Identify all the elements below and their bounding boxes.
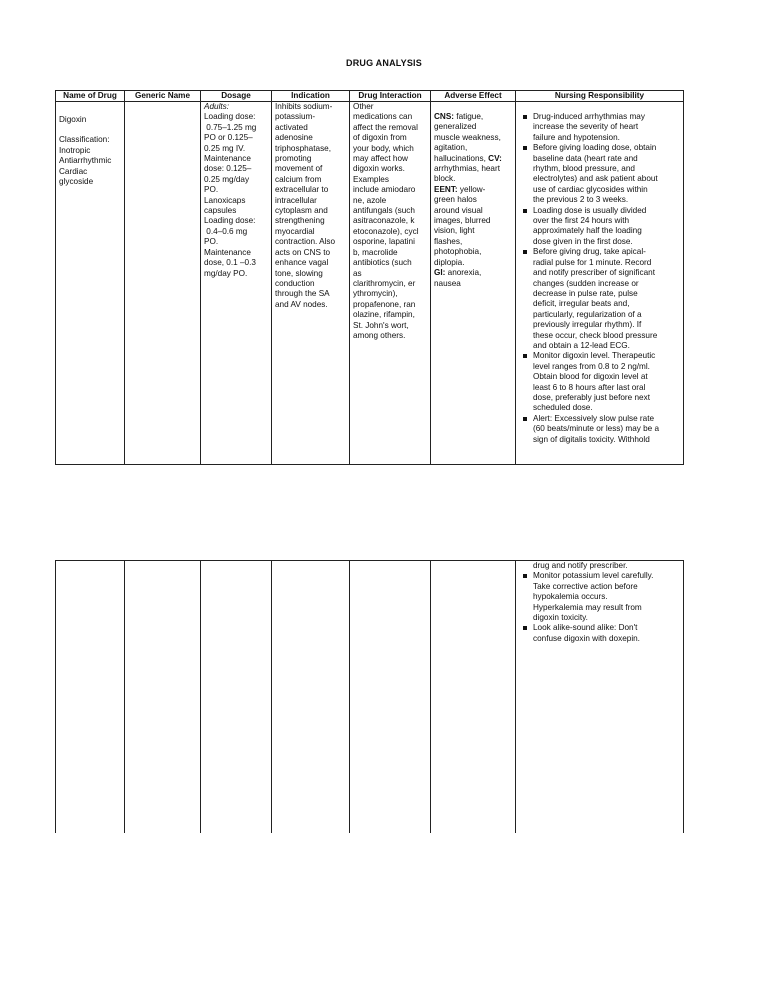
classification-list <box>59 146 121 188</box>
ae-line: around visual <box>434 205 483 215</box>
nursing-line: increase the severity of heart <box>533 122 639 132</box>
indication-line: triphosphatase, <box>275 143 331 153</box>
dosage-line: Loading dose: <box>204 112 256 122</box>
nursing-line: Look alike-sound alike: Don't <box>533 623 638 633</box>
nursing-line: deficit, irregular beats and, <box>533 299 630 309</box>
indication-line: movement of <box>275 164 323 174</box>
ae-line: CNS: fatigue, <box>434 112 484 121</box>
cell-nursing-responsibility-continued <box>516 561 684 834</box>
nursing-line: rhythm, blood pressure, and <box>533 164 635 174</box>
ae-line: diplopia. <box>434 257 465 267</box>
dosage-line: 0.4–0.6 mg <box>204 226 248 236</box>
indication-line: myocardial <box>275 226 315 236</box>
dosage-line: Maintenance <box>204 154 251 164</box>
nursing-line: and obtain a 12-lead ECG. <box>533 340 630 350</box>
nursing-line: level ranges from 0.8 to 2 ng/ml. <box>533 361 650 371</box>
nursing-line: these occur, check blood pressure <box>533 330 658 340</box>
drug-name: Digoxin <box>59 115 87 124</box>
indication-line: adenosine <box>275 133 313 143</box>
nursing-line: over the first 24 hours with <box>533 216 630 226</box>
indication-line: calcium from <box>275 174 322 184</box>
dosage-line: 0.25 mg IV. <box>204 143 246 153</box>
cell-adverse-effect <box>431 102 516 465</box>
interaction-line: b, macrolide <box>353 247 398 257</box>
interaction-line: etoconazole), cycl <box>353 226 419 236</box>
nursing-item <box>533 623 680 644</box>
interaction-line: asitraconazole, k <box>353 216 415 226</box>
classification-item: glycoside <box>59 177 94 187</box>
interaction-line: clarithromycin, er <box>353 278 416 288</box>
ae-cv-label: CV: <box>488 153 502 163</box>
indication-line: and AV nodes. <box>275 299 328 309</box>
nursing-line: Obtain blood for digoxin level at <box>533 372 648 382</box>
nursing-item <box>533 414 680 445</box>
interaction-line: antifungals (such <box>353 206 415 216</box>
interaction-line: your body, which <box>353 143 414 153</box>
nursing-line: radial pulse for 1 minute. Record <box>533 257 652 267</box>
ae-line: muscle weakness, <box>434 132 501 142</box>
classification-item: Antiarrhythmic <box>59 156 112 166</box>
cell-name-of-drug <box>56 102 125 465</box>
interaction-line: ne, azole <box>353 195 387 205</box>
nursing-line: Take corrective action before <box>533 581 638 591</box>
interaction-lines <box>353 102 427 341</box>
dosage-line: PO or 0.125– <box>204 133 253 143</box>
cell-dosage <box>201 102 272 465</box>
ae-line: EENT: yellow- <box>434 184 486 194</box>
ae-line: agitation, <box>434 143 468 153</box>
interaction-line: may affect how <box>353 154 408 164</box>
nursing-line: (60 beats/minute or less) may be a <box>533 424 660 434</box>
nursing-line: decrease in pulse rate, pulse <box>533 288 638 298</box>
nursing-line: approximately half the loading <box>533 226 642 236</box>
nursing-item <box>533 351 680 413</box>
nursing-line: electrolytes) and ask patient about <box>533 174 658 184</box>
header-drug-interaction: Drug Interaction <box>350 91 431 102</box>
table-row <box>56 102 684 465</box>
cell-drug-interaction <box>350 102 431 465</box>
dosage-line: capsules <box>204 206 237 216</box>
nursing-line: digoxin toxicity. <box>533 613 588 623</box>
empty-cell <box>125 561 201 834</box>
interaction-line: as <box>353 268 362 278</box>
nursing-list <box>519 571 680 644</box>
nursing-line: Before giving drug, take apical- <box>533 247 646 257</box>
header-generic-name: Generic Name <box>125 91 201 102</box>
ae-line: GI: anorexia, <box>434 268 482 278</box>
indication-line: potassium- <box>275 112 316 122</box>
nursing-line: confuse digoxin with doxepin. <box>533 633 640 643</box>
empty-cell <box>272 561 350 834</box>
nursing-line: changes (sudden increase or <box>533 278 639 288</box>
nursing-line: dose given in the first dose. <box>533 236 633 246</box>
interaction-line: Examples <box>353 174 389 184</box>
interaction-line: digoxin works. <box>353 164 405 174</box>
nursing-line: failure and hypotension. <box>533 132 620 142</box>
indication-line: strengthening <box>275 216 325 226</box>
ae-line: images, blurred <box>434 216 491 226</box>
header-dosage: Dosage <box>201 91 272 102</box>
nursing-line: Monitor digoxin level. Therapeutic <box>533 351 656 361</box>
nursing-line: sign of digitalis toxicity. Withhold <box>533 434 650 444</box>
nursing-line: particularly, regularization of a <box>533 309 642 319</box>
nursing-item <box>533 206 680 248</box>
dosage-line: Maintenance <box>204 247 251 257</box>
classification-label: Classification: <box>59 135 110 145</box>
ae-line: hallucinations, CV: <box>434 153 502 163</box>
indication-line: through the SA <box>275 289 330 299</box>
ae-line: arrhythmias, heart <box>434 164 500 174</box>
ae-gi-label: GI: <box>434 268 446 278</box>
dosage-header: Adults: <box>204 102 230 111</box>
interaction-line: include amiodaro <box>353 185 416 195</box>
ae-eent-label: EENT: <box>434 184 458 194</box>
dosage-line: 0.75–1.25 mg <box>204 122 257 132</box>
nursing-line: and notify prescriber of significant <box>533 268 655 278</box>
ae-line: flashes, <box>434 236 463 246</box>
indication-line: tone, slowing <box>275 268 323 278</box>
dosage-line: Loading dose: <box>204 216 256 226</box>
empty-cell <box>350 561 431 834</box>
indication-line: acts on CNS to <box>275 247 331 257</box>
ae-line: generalized <box>434 122 477 132</box>
indication-line: activated <box>275 122 308 132</box>
indication-line: cytoplasm and <box>275 206 328 216</box>
ae-line: block. <box>434 174 456 184</box>
nursing-line: baseline data (heart rate and <box>533 153 638 163</box>
empty-cell <box>431 561 516 834</box>
header-name-of-drug: Name of Drug <box>56 91 125 102</box>
classification-item: Cardiac <box>59 166 88 176</box>
nursing-line: hypokalemia occurs. <box>533 592 608 602</box>
interaction-line: among others. <box>353 330 406 340</box>
dosage-line: dose: 0.125– <box>204 164 252 174</box>
nursing-item <box>533 112 680 143</box>
interaction-line: medications can <box>353 112 413 122</box>
interaction-line: olazine, rifampin, <box>353 310 415 320</box>
header-nursing-responsibility: Nursing Responsibility <box>516 91 684 102</box>
indication-line: enhance vagal <box>275 258 329 268</box>
indication-line: intracellular <box>275 195 317 205</box>
nursing-item <box>533 247 680 351</box>
dosage-line: dose, 0.1 –0.3 <box>204 258 256 268</box>
nursing-item <box>533 571 680 623</box>
nursing-list <box>519 112 680 445</box>
nursing-line: previously irregular rhythm). If <box>533 320 642 330</box>
nursing-line: dose, preferably just before next <box>533 392 650 402</box>
interaction-line: Other <box>353 102 374 111</box>
ae-line: vision, light <box>434 226 475 236</box>
indication-line: contraction. Also <box>275 237 336 247</box>
interaction-line: ythromycin), <box>353 289 398 299</box>
indication-line: promoting <box>275 154 312 164</box>
dosage-line: PO. <box>204 237 219 247</box>
header-adverse-effect: Adverse Effect <box>431 91 516 102</box>
dosage-line: mg/day PO. <box>204 268 248 278</box>
indication-line: extracellular to <box>275 185 329 195</box>
nursing-line: Drug-induced arrhythmias may <box>533 112 645 121</box>
cell-indication <box>272 102 350 465</box>
indication-lines <box>275 102 346 310</box>
interaction-line: propafenone, ran <box>353 299 416 309</box>
nursing-line: Monitor potassium level carefully. <box>533 571 654 581</box>
drug-analysis-table-continued <box>55 560 684 833</box>
dosage-lines <box>204 112 268 279</box>
interaction-line: osporine, lapatini <box>353 237 415 247</box>
nursing-line: use of cardiac glycosides within <box>533 184 648 194</box>
cell-generic-name <box>125 102 201 465</box>
interaction-line: St. John's wort, <box>353 320 409 330</box>
classification-item: Inotropic <box>59 145 91 155</box>
ae-line: green halos <box>434 195 477 205</box>
interaction-line: of digoxin from <box>353 133 407 143</box>
dosage-line: Lanoxicaps <box>204 195 246 205</box>
interaction-line: affect the removal <box>353 122 418 132</box>
nursing-continued-text: drug and notify prescriber. <box>533 561 628 570</box>
table-row <box>56 561 684 834</box>
indication-line: conduction <box>275 278 315 288</box>
nursing-line: the previous 2 to 3 weeks. <box>533 195 629 205</box>
nursing-line: Alert: Excessively slow pulse rate <box>533 413 655 423</box>
ae-line: nausea <box>434 278 461 288</box>
nursing-line: least 6 to 8 hours after last oral <box>533 382 646 392</box>
ae-cns-label: CNS: <box>434 112 455 121</box>
cell-nursing-responsibility <box>516 102 684 465</box>
nursing-line: Before giving loading dose, obtain <box>533 143 657 153</box>
nursing-item <box>533 143 680 205</box>
empty-cell <box>56 561 125 834</box>
drug-analysis-table <box>55 90 684 465</box>
dosage-line: 0.25 mg/day <box>204 174 250 184</box>
document-title: DRUG ANALYSIS <box>346 58 422 68</box>
dosage-line: PO. <box>204 185 219 195</box>
header-indication: Indication <box>272 91 350 102</box>
header-row <box>56 91 684 102</box>
indication-line: Inhibits sodium- <box>275 102 333 111</box>
empty-cell <box>201 561 272 834</box>
ae-line: photophobia, <box>434 247 482 257</box>
nursing-line: scheduled dose. <box>533 403 593 413</box>
nursing-line: Hyperkalemia may result from <box>533 602 642 612</box>
nursing-line: Loading dose is usually divided <box>533 205 647 215</box>
interaction-line: antibiotics (such <box>353 258 412 268</box>
